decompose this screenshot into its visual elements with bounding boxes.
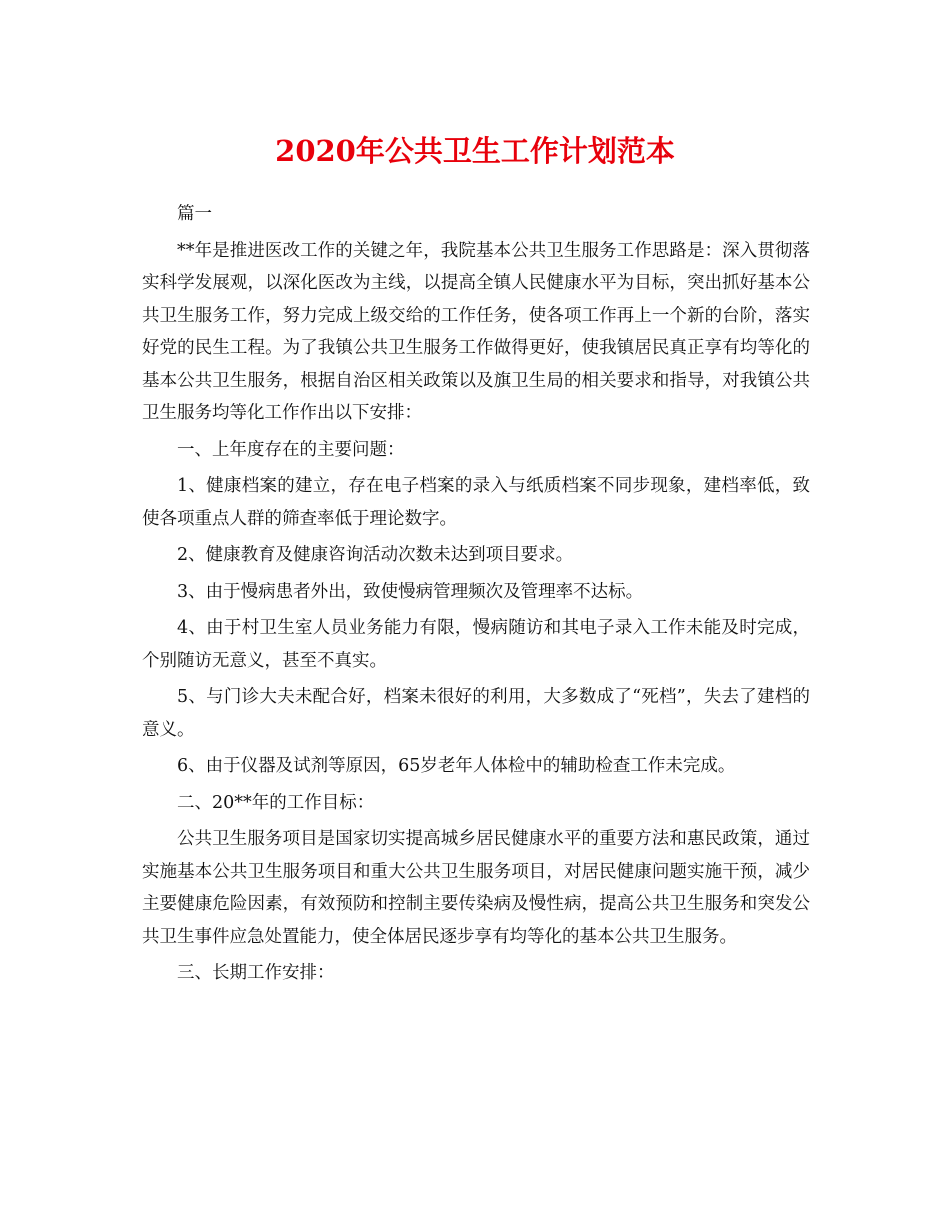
section-heading-goals: 二、20**年的工作目标： xyxy=(177,792,375,813)
problem-item-6: 6、由于仪器及试剂等原因，65岁老年人体检中的辅助检查工作未完成。 xyxy=(177,756,736,776)
section-heading-long-term: 三、长期工作安排： xyxy=(177,963,335,983)
document-title: 2020年公共卫生工作计划范本 xyxy=(275,134,675,168)
problem-item-4: 4、由于村卫生室人员业务能力有限，慢病随访和其电子录入工作未能及时完成，个别随访无意义，甚至不真实。 xyxy=(142,618,810,671)
goals-paragraph: 公共卫生服务项目是国家切实提高城乡居民健康水平的重要方法和惠民政策，通过实施基本公共卫生服务项目和重大公共卫生服务项目，对居民健康问题实施干预，减少主要健康危险因素，有效预防和控制主要传染病及慢性病，提高公共卫生服务和突发公共卫生事件应急处置能力，使全体居民逐步享有均等化的基本公共卫生服务。 xyxy=(142,829,810,947)
document-body xyxy=(142,198,810,990)
problem-item-1: 1、健康档案的建立，存在电子档案的录入与纸质档案不同步现象，建档率低，致使各项重点人群的筛查率低于理论数字。 xyxy=(142,476,810,529)
section-label: 篇一 xyxy=(177,204,212,224)
section-heading-problems: 一、上年度存在的主要问题： xyxy=(177,439,405,460)
problem-item-3: 3、由于慢病患者外出，致使慢病管理频次及管理率不达标。 xyxy=(177,581,644,602)
intro-paragraph: **年是推进医改工作的关键之年，我院基本公共卫生服务工作思路是：深入贯彻落实科学发展观，以深化医改为主线，以提高全镇人民健康水平为目标，突出抓好基本公共卫生服务工作，努力完成上级交给的工作任务，使各项工作再上一个新的台阶，落实好党的民生工程。为了我镇公共卫生服务工作做得更好，使我镇居民真正享有均等化的基本公共卫生服务，根据自治区相关政策以及旗卫生局的相关要求和指导，对我镇公共卫生服务均等化工作作出以下安排： xyxy=(142,240,810,423)
problem-item-5: 5、与门诊大夫未配合好，档案未很好的利用，大多数成了“死档”，失去了建档的意义。 xyxy=(142,687,810,740)
problem-item-2: 2、健康教育及健康咨询活动次数未达到项目要求。 xyxy=(177,545,574,565)
